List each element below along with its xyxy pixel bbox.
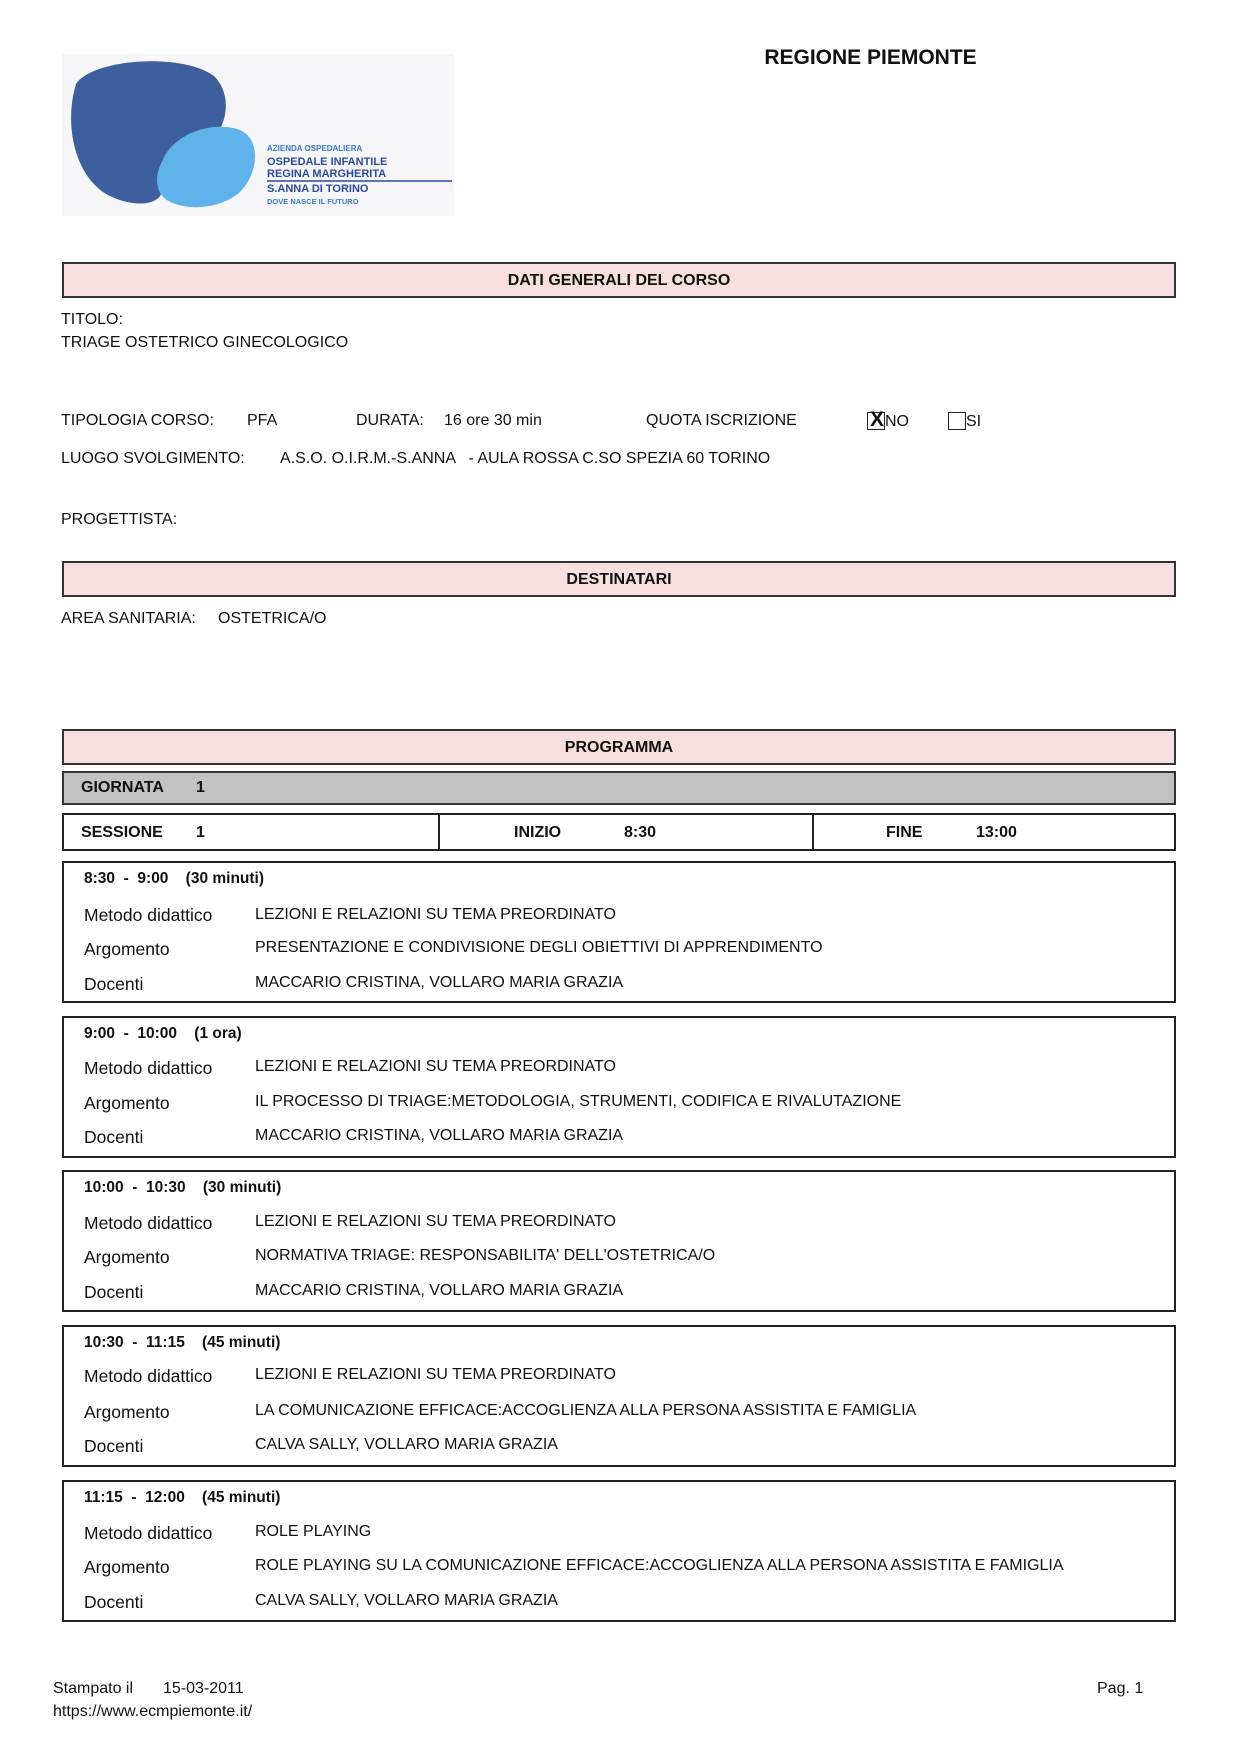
logo-line-2: OSPEDALE INFANTILE [267,156,388,168]
program-block [62,1480,1176,1622]
metodo-value: LEZIONI E RELAZIONI SU TEMA PREORDINATO [255,906,616,923]
area-label: AREA SANITARIA: [61,610,196,627]
block-time: 9:00 - 10:00 (1 ora) [84,1025,242,1042]
printed-label: Stampato il [53,1680,134,1697]
program-block [62,1016,1176,1158]
durata-value: 16 ore 30 min [444,412,542,429]
block-time: 11:15 - 12:00 (45 minuti) [84,1489,281,1506]
site-url[interactable]: https://www.ecmpiemonte.it/ [53,1703,253,1720]
giornata-row [62,771,1176,805]
section-programma: PROGRAMMA [62,729,1176,765]
logo-line-4: S.ANNA DI TORINO [267,183,369,195]
checkbox-mark: X [870,408,885,431]
program-block [62,1170,1176,1312]
luogo-label: LUOGO SVOLGIMENTO: [61,450,245,467]
argomento-value: LA COMUNICAZIONE EFFICACE:ACCOGLIENZA ALLA PERSONA ASSISTITA E FAMIGLIA [255,1402,917,1419]
sessione-number: 1 [196,824,205,841]
sessione-label: SESSIONE [81,824,163,841]
argomento-value: ROLE PLAYING SU LA COMUNICAZIONE EFFICACE:ACCOGLIENZA ALLA PERSONA ASSISTITA E FAMIGLIA [255,1557,1064,1574]
sessione-cell [64,815,438,849]
argomento-value: IL PROCESSO DI TRIAGE:METODOLOGIA, STRUMENTI, CODIFICA E RIVALUTAZIONE [255,1093,902,1110]
docenti-label: Docenti [84,1592,144,1612]
docenti-label: Docenti [84,1127,144,1147]
quota-label: QUOTA ISCRIZIONE [646,412,797,429]
luogo-value: A.S.O. O.I.R.M.-S.ANNA - AULA ROSSA C.SO SPEZIA 60 TORINO [280,450,771,467]
logo-line-1: AZIENDA OSPEDALIERA [267,144,363,153]
block-time: 10:00 - 10:30 (30 minuti) [84,1179,282,1196]
metodo-label: Metodo didattico [84,905,213,925]
area-value: OSTETRICA/O [218,610,327,627]
giornata-number: 1 [196,779,205,796]
hospital-logo [62,54,454,216]
inizio-value: 8:30 [624,824,657,841]
section-dati-generali: DATI GENERALI DEL CORSO [62,262,1176,298]
argomento-value: NORMATIVA TRIAGE: RESPONSABILITA' DELL'OSTETRICA/O [255,1247,716,1264]
docenti-label: Docenti [84,1282,144,1302]
docenti-value: MACCARIO CRISTINA, VOLLARO MARIA GRAZIA [255,1127,624,1144]
metodo-label: Metodo didattico [84,1523,213,1543]
metodo-label: Metodo didattico [84,1213,213,1233]
argomento-label: Argomento [84,1247,170,1267]
argomento-label: Argomento [84,1557,170,1577]
section-destinatari: DESTINATARI [62,561,1176,597]
logo-line-5: DOVE NASCE IL FUTURO [267,197,359,206]
metodo-value: LEZIONI E RELAZIONI SU TEMA PREORDINATO [255,1366,616,1383]
inizio-label: INIZIO [514,824,562,841]
argomento-label: Argomento [84,939,170,959]
argomento-label: Argomento [84,1093,170,1113]
argomento-label: Argomento [84,1402,170,1422]
block-time: 10:30 - 11:15 (45 minuti) [84,1334,281,1351]
docenti-label: Docenti [84,1436,144,1456]
docenti-value: MACCARIO CRISTINA, VOLLARO MARIA GRAZIA [255,974,624,991]
docenti-value: MACCARIO CRISTINA, VOLLARO MARIA GRAZIA [255,1282,624,1299]
metodo-value: ROLE PLAYING [255,1523,372,1540]
program-block [62,1325,1176,1467]
logo-line-3: REGINA MARGHERITA [267,168,387,180]
titolo-value: TRIAGE OSTETRICO GINECOLOGICO [61,334,349,351]
tipologia-label: TIPOLOGIA CORSO: [61,412,214,429]
quota-no-checkbox[interactable] [867,408,885,431]
metodo-value: LEZIONI E RELAZIONI SU TEMA PREORDINATO [255,1213,616,1230]
inizio-cell [438,815,812,849]
metodo-value: LEZIONI E RELAZIONI SU TEMA PREORDINATO [255,1058,616,1075]
docenti-value: CALVA SALLY, VOLLARO MARIA GRAZIA [255,1592,558,1609]
quota-si-checkbox[interactable] [948,412,966,430]
block-time: 8:30 - 9:00 (30 minuti) [84,870,265,887]
fine-value: 13:00 [976,824,1017,841]
progettista-label: PROGETTISTA: [61,511,178,528]
fine-label: FINE [886,824,923,841]
titolo-label: TITOLO: [61,311,123,328]
quota-no-option[interactable] [867,408,909,431]
fine-cell [812,815,1174,849]
argomento-value: PRESENTAZIONE E CONDIVISIONE DEGLI OBIETTIVI DI APPRENDIMENTO [255,939,823,956]
giornata-label: GIORNATA [81,779,164,796]
sessione-row [62,813,1176,851]
docenti-value: CALVA SALLY, VOLLARO MARIA GRAZIA [255,1436,558,1453]
durata-label: DURATA: [356,412,424,429]
page-number: Pag. 1 [1097,1680,1144,1697]
quota-si-option[interactable] [948,412,981,431]
program-block [62,861,1176,1003]
tipologia-value: PFA [247,412,278,429]
metodo-label: Metodo didattico [84,1058,213,1078]
printed-date: 15-03-2011 [163,1680,244,1697]
docenti-label: Docenti [84,974,144,994]
quota-no-label: NO [885,413,909,430]
region-title: REGIONE PIEMONTE [764,46,977,69]
metodo-label: Metodo didattico [84,1366,213,1386]
quota-si-label: SI [966,413,982,430]
